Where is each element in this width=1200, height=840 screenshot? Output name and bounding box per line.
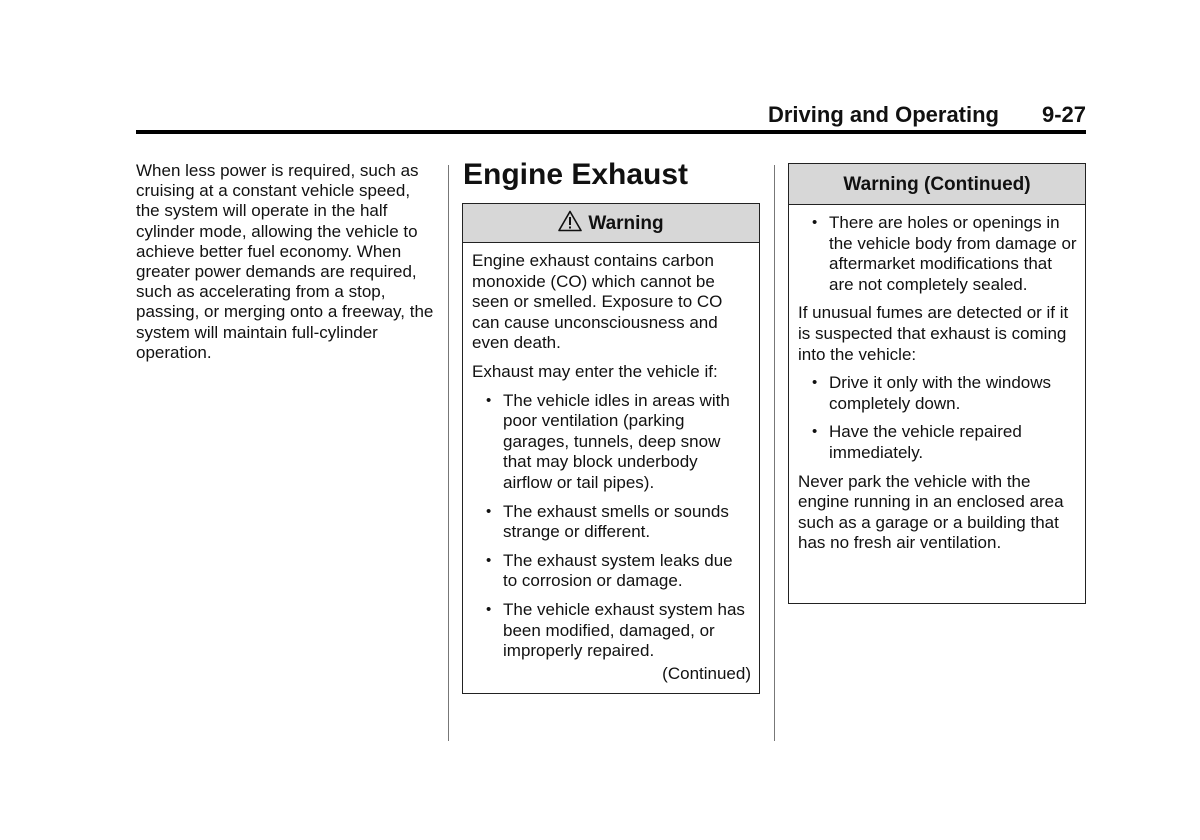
bullet-icon: • bbox=[812, 423, 818, 441]
column-divider bbox=[774, 165, 775, 741]
list-item: • Drive it only with the windows completely down. bbox=[812, 373, 1052, 413]
warning-body bbox=[463, 243, 759, 688]
bullet-icon: • bbox=[486, 551, 492, 569]
warning-continued-header: Warning (Continued) bbox=[789, 164, 1085, 205]
warning-intro: Engine exhaust contains carbon monoxide (CO) which cannot be seen or smelled. Exposure to CO can cause unconsciousness and even death. bbox=[472, 251, 723, 353]
page-number: 9-27 bbox=[1041, 102, 1086, 127]
bullet-icon: • bbox=[812, 214, 818, 231]
bullet-icon: • bbox=[812, 374, 818, 392]
warning-header bbox=[463, 204, 759, 243]
warning-box bbox=[462, 203, 760, 694]
list-item: • Have the vehicle repaired immediately. bbox=[812, 422, 1022, 462]
warning-title: Warning bbox=[588, 213, 664, 234]
warning-paragraph: If unusual fumes are detected or if it is suspected that exhaust is coming into the vehicle: bbox=[798, 303, 1069, 364]
column-divider bbox=[448, 165, 449, 741]
bullet-icon: • bbox=[486, 391, 492, 409]
warning-lead: Exhaust may enter the vehicle if: bbox=[472, 361, 718, 381]
list-item: • The exhaust smells or sounds strange or different. bbox=[486, 501, 729, 542]
warning-continued-box bbox=[788, 163, 1086, 604]
list-item: • There are holes or openings in the vehicle body from damage or aftermarket modifications that are not completely sealed. bbox=[812, 213, 1077, 294]
bullet-icon: • bbox=[486, 502, 492, 520]
page-header bbox=[136, 100, 1086, 134]
list-item: • The vehicle idles in areas with poor ventilation (parking garages, tunnels, deep snow that may block underbody airflow or tail pipes). bbox=[486, 390, 730, 492]
list-item: • The exhaust system leaks due to corrosion or damage. bbox=[486, 550, 733, 591]
list-item: • The vehicle exhaust system has been modified, damaged, or improperly repaired. bbox=[486, 599, 745, 661]
continued-label: (Continued) bbox=[662, 663, 751, 683]
warning-continued-body bbox=[789, 205, 1085, 566]
warning-triangle-icon bbox=[558, 207, 582, 247]
section-title: Driving and Operating bbox=[767, 102, 999, 127]
bullet-icon: • bbox=[486, 600, 492, 618]
left-paragraph: When less power is required, such as cruising at a constant vehicle speed, the system will operate in the half cylinder mode, allowing the vehicle to achieve better fuel economy. When greater power demands are required, such as accelerating from a stop, passing, or merging onto a freeway, the system will maintain full-cylinder operation. bbox=[136, 161, 434, 362]
section-heading: Engine Exhaust bbox=[463, 158, 689, 191]
warning-paragraph: Never park the vehicle with the engine running in an enclosed area such as a garage or a building that has no fresh air ventilation. bbox=[798, 471, 1064, 553]
